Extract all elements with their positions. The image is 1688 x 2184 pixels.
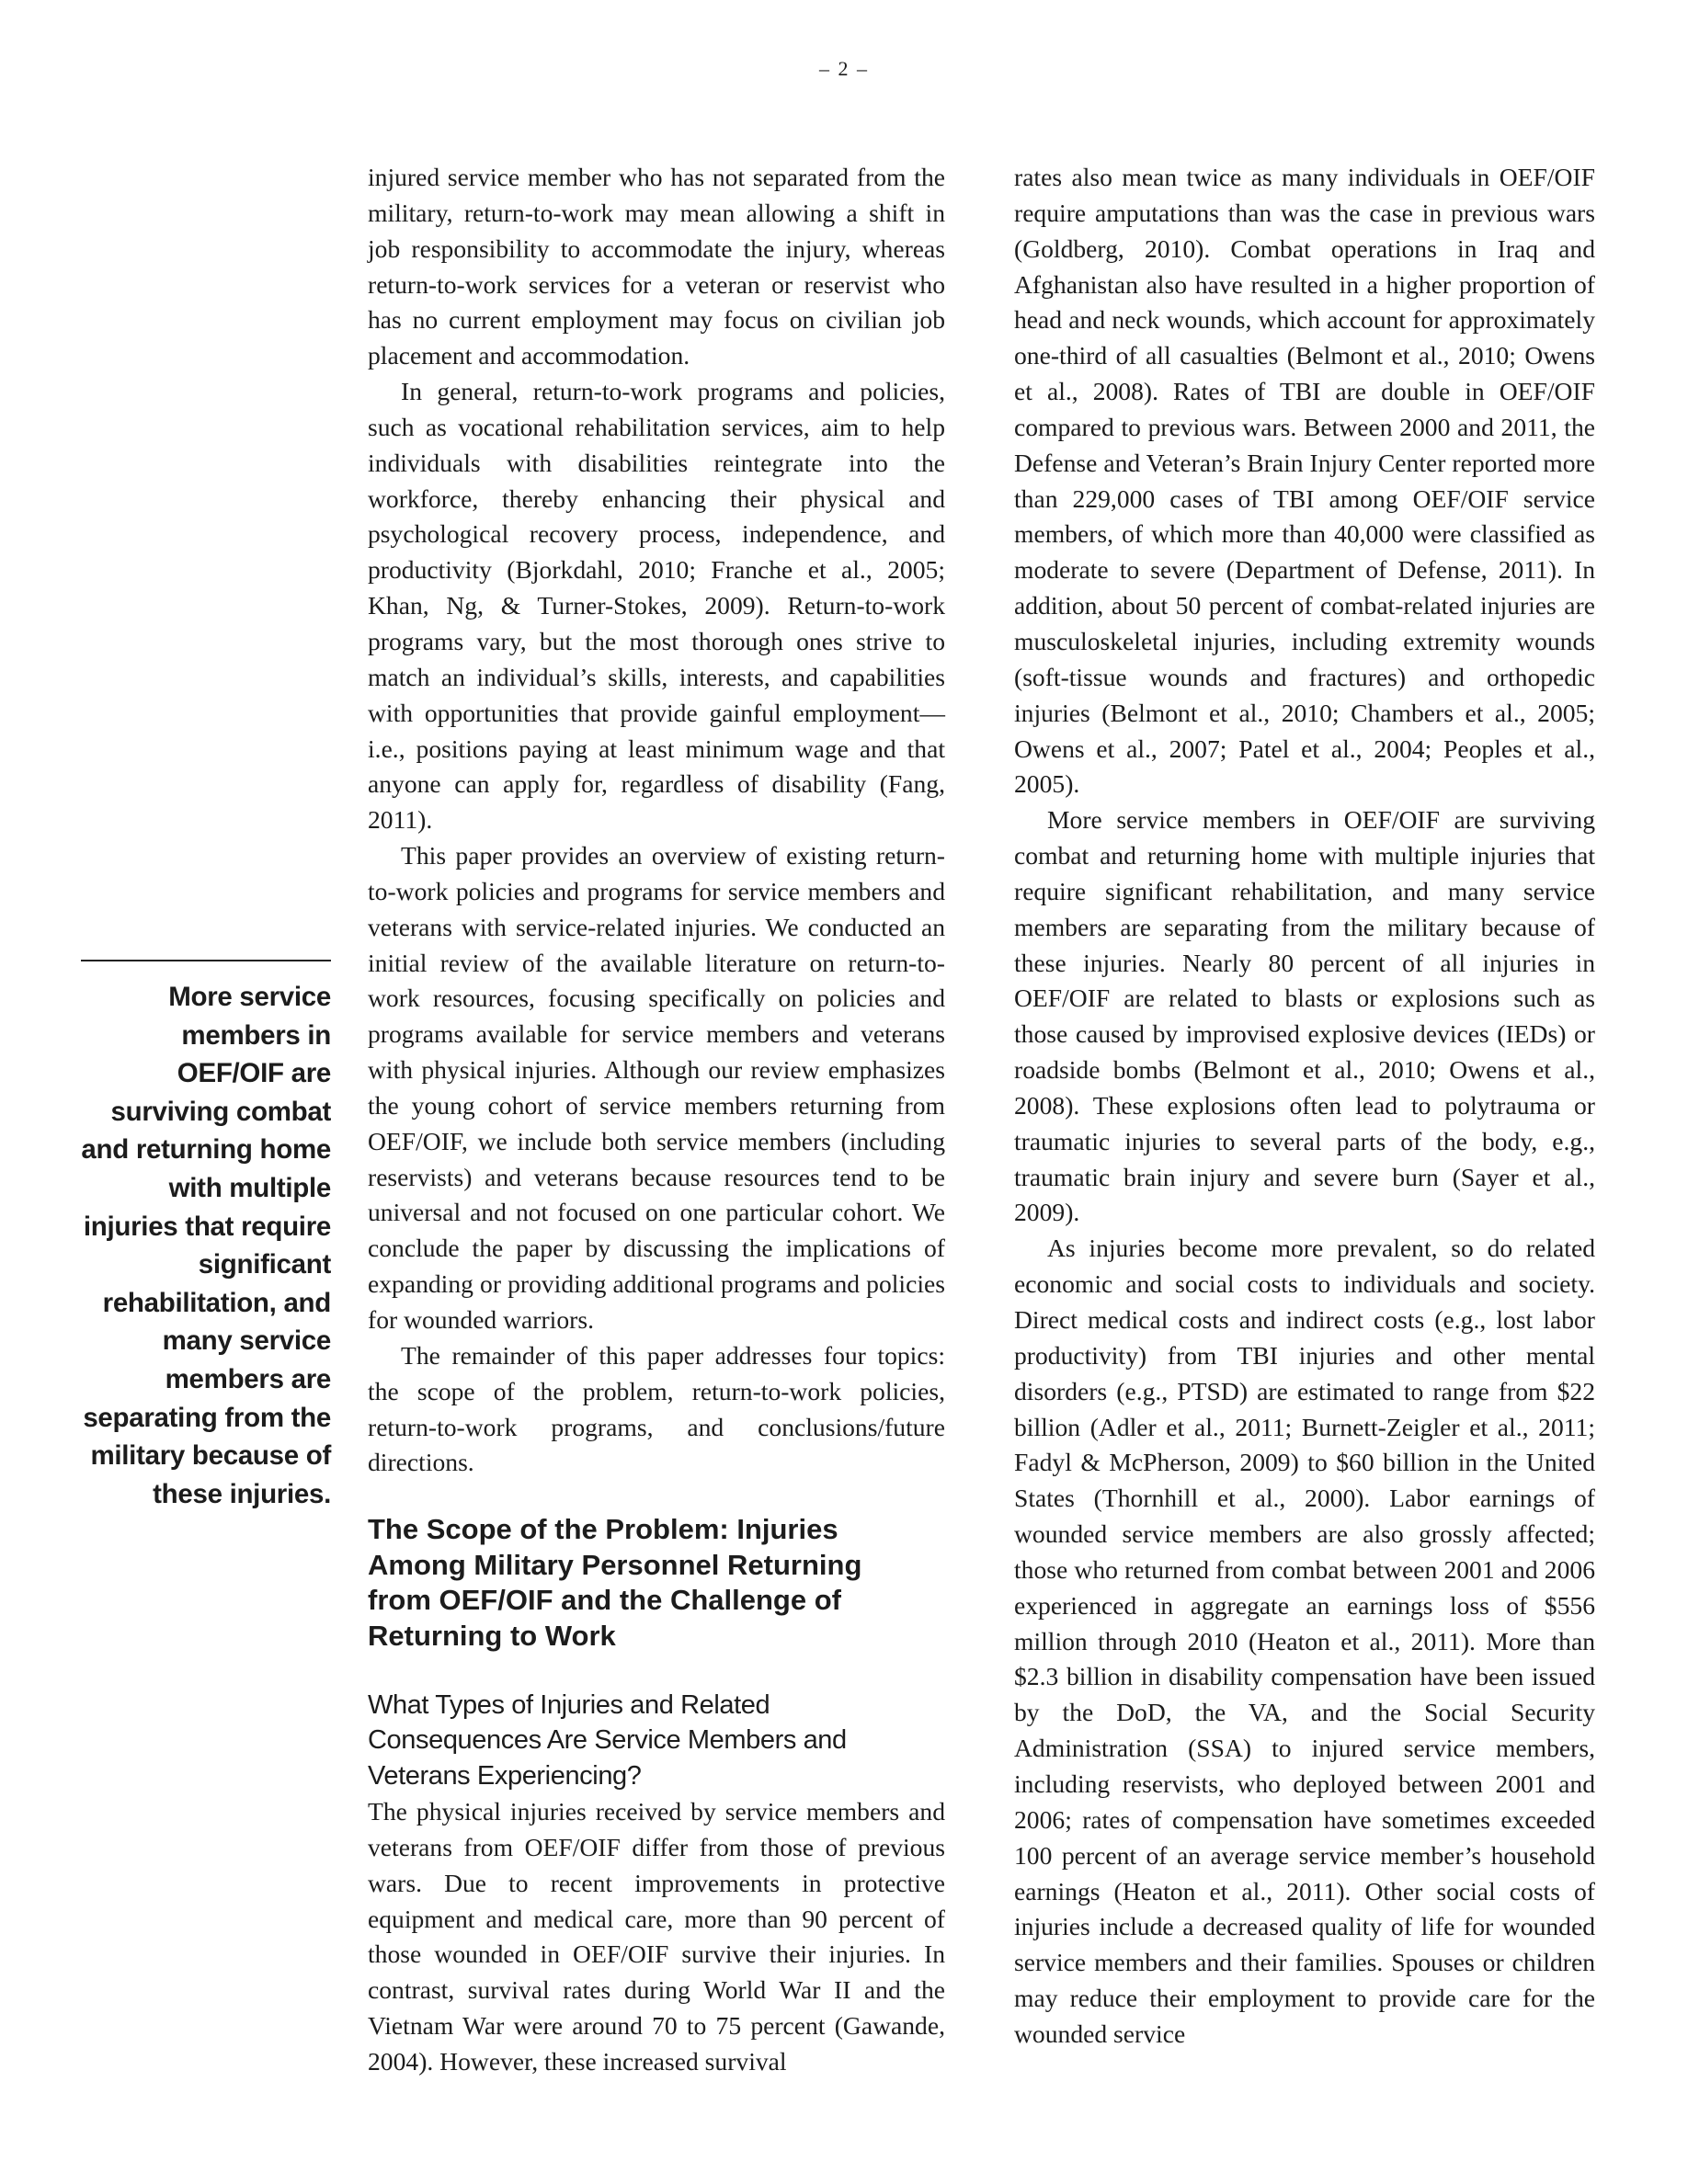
sub-heading: What Types of Injuries and Related Consequences Are Service Members and Veterans Experiencing?	[368, 1689, 847, 1792]
paragraph: The remainder of this paper addresses four topics: the scope of the problem, return-to-work policies, return-to-work programs, and conclusions/future directions.	[368, 1340, 945, 1477]
paragraph: As injuries become more prevalent, so do related economic and social costs to individuals and society. Direct medical costs and indirect costs (e.g., lost labor productivity) from TBI injuries and other mental disorders (e.g., PTSD) are estimated to range from $22 billion (Adler et al., 2011; Burnett-Zeigler et al., 2011; Fadyl & McPherson, 2009) to $60 billion in the United States (Thornhill et al., 2000). Labor earnings of wounded service members are also grossly affected; those who returned from combat between 2001 and 2006 experienced in aggregate an earnings loss of $556 million through 2010 (Heaton et al., 2011). More than $2.3 billion in disability compensation have been issued by the DoD, the VA, and the Social Security Administration (SSA) to injured service members, including reservists, who deployed between 2001 and 2006; rates of compensation have sometimes exceeded 100 percent of an average service member’s household earnings (Heaton et al., 2011). Other social costs of injuries include a decreased quality of life for wounded service members and their families. Spouses or children may reduce their employment to provide care for the wounded service	[1014, 1234, 1595, 2048]
page-number: – 2 –	[819, 57, 869, 80]
paragraph: rates also mean twice as many individuals in OEF/OIF require amputations than was the case in previous wars (Goldberg, 2010). Combat operations in Iraq and Afghanistan also have resulted in a higher proportion of head and neck wounds, which account for approximately one-third of all casualties (Belmont et al., 2010; Owens et al., 2008). Rates of TBI are double in OEF/OIF compared to previous wars. Between 2000 and 2011, the Defense and Veteran’s Brain Injury Center reported more than 229,000 cases of TBI among OEF/OIF service members, of which more than 40,000 were classified as moderate to severe (Department of Defense, 2011). In addition, about 50 percent of combat-related injuries are musculoskeletal injuries, including extremity wounds (soft-tissue wounds and fractures) and orthopedic injuries (Belmont et al., 2010; Chambers et al., 2005; Owens et al., 2007; Patel et al., 2004; Peoples et al., 2005).	[1014, 163, 1595, 799]
paragraph: injured service member who has not separated from the military, return-to-work may mean allowing a shift in job responsibility to accommodate the injury, whereas return-to-work services for a veteran or reservist who has no current employment may focus on civilian job placement and accommodation.	[368, 163, 945, 370]
paragraph: In general, return-to-work programs and policies, such as vocational rehabilitation services, aim to help individuals with disabilities reintegrate into the workforce, thereby enhancing their physical and psychological recovery process, independence, and productivity (Bjorkdahl, 2010; Franche et al., 2005; Khan, Ng, & Turner-Stokes, 2009). Return-to-work programs vary, but the most thorough ones strive to match an individual’s skills, interests, and capabilities with opportunities that provide gainful employment—i.e., positions paying at least minimum wage and that anyone can apply for, regardless of disability (Fang, 2011).	[368, 377, 945, 835]
paragraph: This paper provides an overview of existing return-to-work policies and programs for service members and veterans with service-related injuries. We conducted an initial review of the available literature on return-to-work resources, focusing specifically on policies and programs available for service members and veterans with physical injuries. Although our review emphasizes the young cohort of service members returning from OEF/OIF, we include both service members (including reservists) and veterans because resources tend to be universal and not focused on one particular cohort. We conclude the paper by discussing the implications of expanding or providing additional programs and policies for wounded warriors.	[368, 841, 945, 1334]
paragraph: The physical injuries received by service members and veterans from OEF/OIF differ from those of previous wars. Due to recent improvements in protective equipment and medical care, more than 90 percent of those wounded in OEF/OIF survive their injuries. In contrast, survival rates during World War II and the Vietnam War were around 70 to 75 percent (Gawande, 2004). However, these increased survival	[368, 1796, 945, 2076]
pull-quote: More service members in OEF/OIF are surviving combat and returning home with multiple injuries that require significant rehabilitation, and many service members are separating from the military because of these injuries.	[81, 960, 331, 1513]
paragraph: More service members in OEF/OIF are surviving combat and returning home with multiple injuries that require significant rehabilitation, and many service members are separating from the military because of these injuries. Nearly 80 percent of all injuries in OEF/OIF are related to blasts or explosions such as those caused by improvised explosive devices (IEDs) or roadside bombs (Belmont et al., 2010; Owens et al., 2008). These explosions often lead to polytrauma or traumatic injuries to several parts of the body, e.g., traumatic brain injury and severe burn (Sayer et al., 2009).	[1014, 805, 1595, 1227]
column-right	[1014, 160, 1595, 2053]
section-heading: The Scope of the Problem: Injuries Among Military Personnel Returning from OEF/OIF and the Challenge of Returning to Work	[368, 1513, 862, 1652]
column-middle	[368, 160, 945, 2080]
